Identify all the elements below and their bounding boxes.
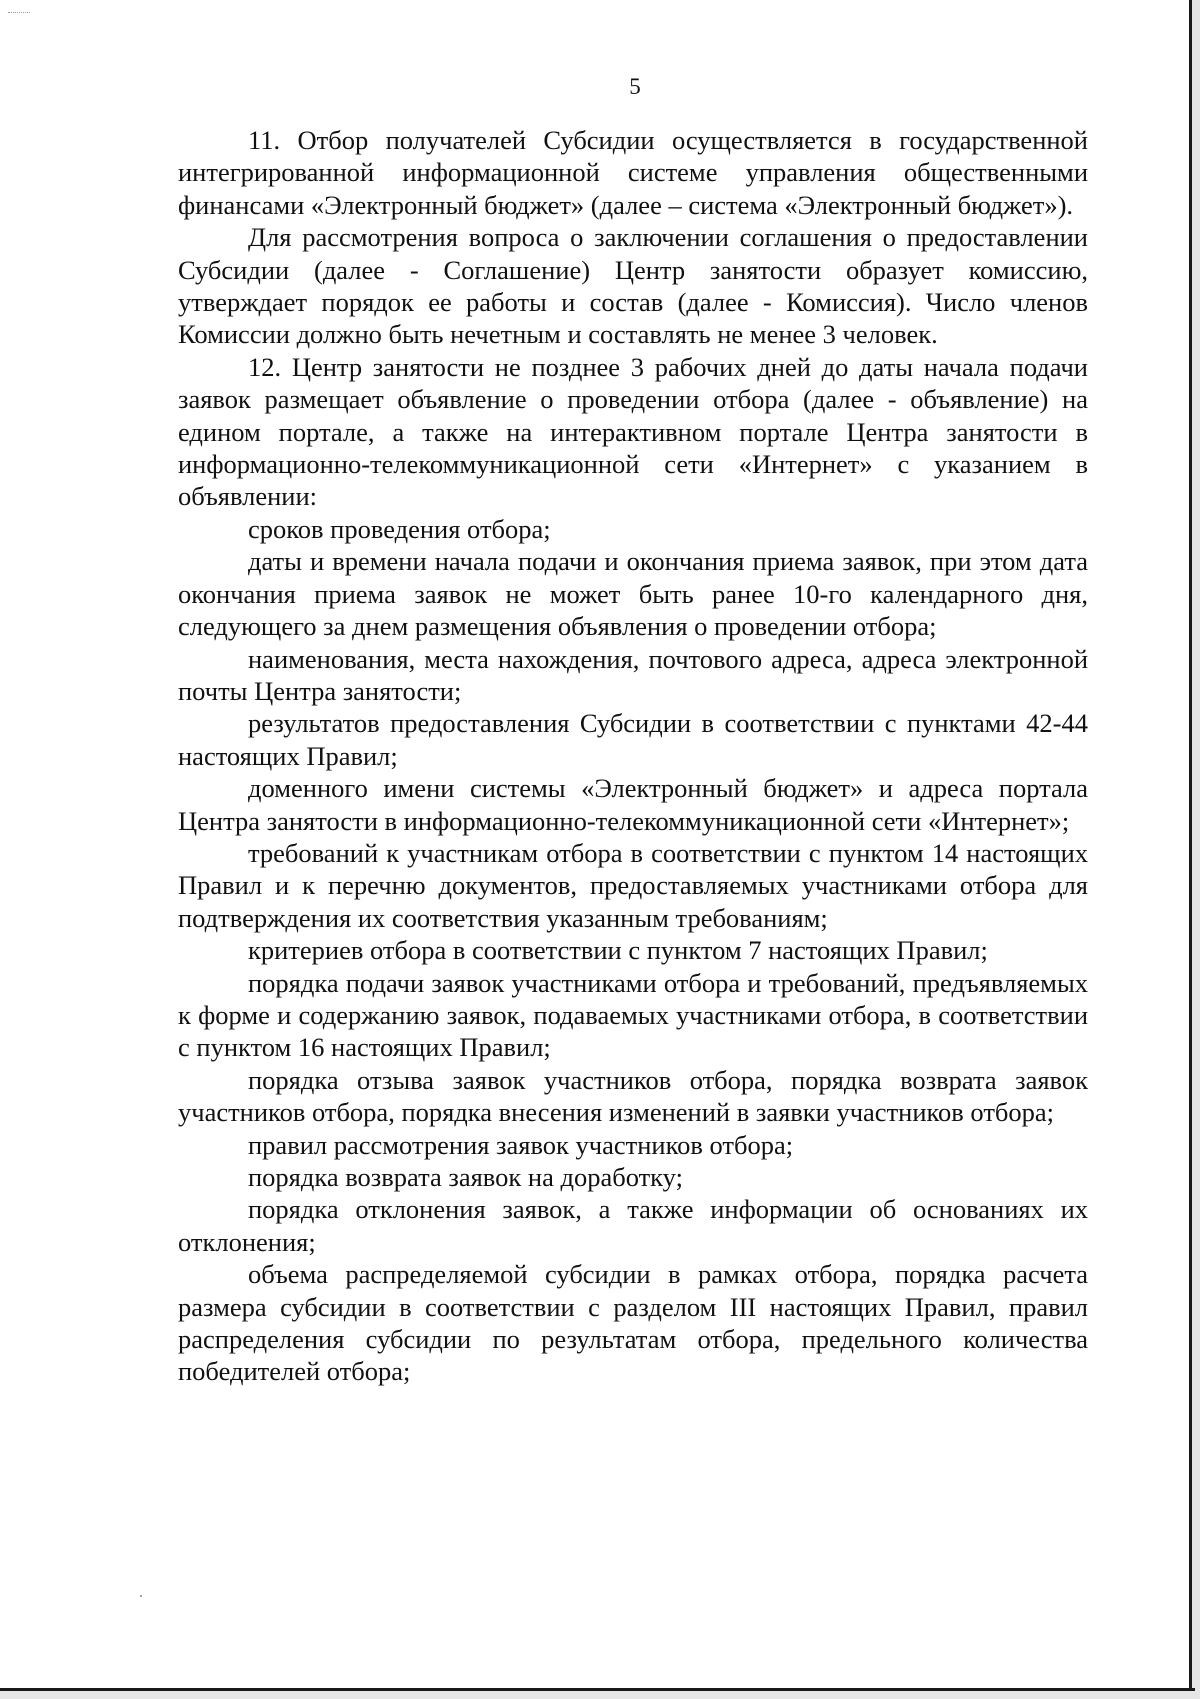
paragraph-12: 12. Центр занятости не позднее 3 рабочих дней до даты начала подачи заявок размещает объявление о проведении отбора (далее - объявление) на едином портале, а также на интерактивном портале Центра занятости в информационно-телекоммуникационной сети «Интернет» с указанием в объявлении:: [178, 351, 1088, 512]
page-edge-bottom: [0, 1688, 1195, 1691]
paragraph-11: 11. Отбор получателей Субсидии осуществляется в государственной интегрированной информационной системе управления общественными финансами «Электронный бюджет» (далее – система «Электронный бюджет»).: [178, 125, 1088, 220]
list-item: доменного имени системы «Электронный бюджет» и адреса портала Центра занятости в информационно-телекоммуникационной сети «Интернет»;: [178, 773, 1088, 836]
list-item: требований к участникам отбора в соответствии с пунктом 14 настоящих Правил и к перечню документов, предоставляемых участниками отбора для подтверждения их соответствия указанным требованиям;: [178, 837, 1088, 933]
list-item: результатов предоставления Субсидии в соответствии с пунктами 42-44 настоящих Правил;: [178, 708, 1088, 771]
list-item: порядка подачи заявок участниками отбора и требований, предъявляемых к форме и содержанию заявок, подаваемых участниками отбора, в соответствии с пунктом 16 настоящих Правил;: [178, 967, 1088, 1063]
list-item: объема распределяемой субсидии в рамках отбора, порядка расчета размера субсидии в соответствии с разделом III настоящих Правил, правил распределения субсидии по результатам отбора, предельного количества победителей отбора;: [178, 1259, 1088, 1387]
list-item: правил рассмотрения заявок участников отбора;: [248, 1129, 794, 1160]
page-edge-right: [1189, 0, 1192, 1699]
list-item: порядка отклонения заявок, а также информации об основаниях их отклонения;: [178, 1194, 1088, 1257]
list-item: порядка отзыва заявок участников отбора, порядка возврата заявок участников отбора, порядка внесения изменений в заявки участников отбора;: [178, 1064, 1088, 1128]
list-item: порядка возврата заявок на доработку;: [248, 1162, 683, 1192]
document-body: [178, 124, 1088, 1388]
list-item: критериев отбора в соответствии с пунктом 7 настоящих Правил;: [248, 935, 988, 966]
scan-speck: [140, 1595, 142, 1597]
list-item: наименования, места нахождения, почтового адреса, адреса электронной почты Центра занятости;: [178, 643, 1088, 706]
page-edge-shade-bottom: [0, 1691, 1200, 1699]
list-item: даты и времени начала подачи и окончания приема заявок, при этом дата окончания приема заявок не может быть ранее 10-го календарного дня, следующего за днем размещения объявления о проведении отбора;: [178, 546, 1088, 642]
list-item: сроков проведения отбора;: [248, 513, 551, 544]
scan-artifact: [8, 12, 30, 15]
paragraph-commission: Для рассмотрения вопроса о заключении соглашения о предоставлении Субсидии (далее - Соглашение) Центр занятости образует комиссию, утверждает порядок ее работы и состав (далее - Комиссия). Число членов Комиссии должно быть нечетным и составлять не менее 3 человек.: [178, 222, 1088, 350]
page-number: 5: [629, 74, 641, 99]
page-edge-shade-right: [1192, 0, 1200, 1699]
